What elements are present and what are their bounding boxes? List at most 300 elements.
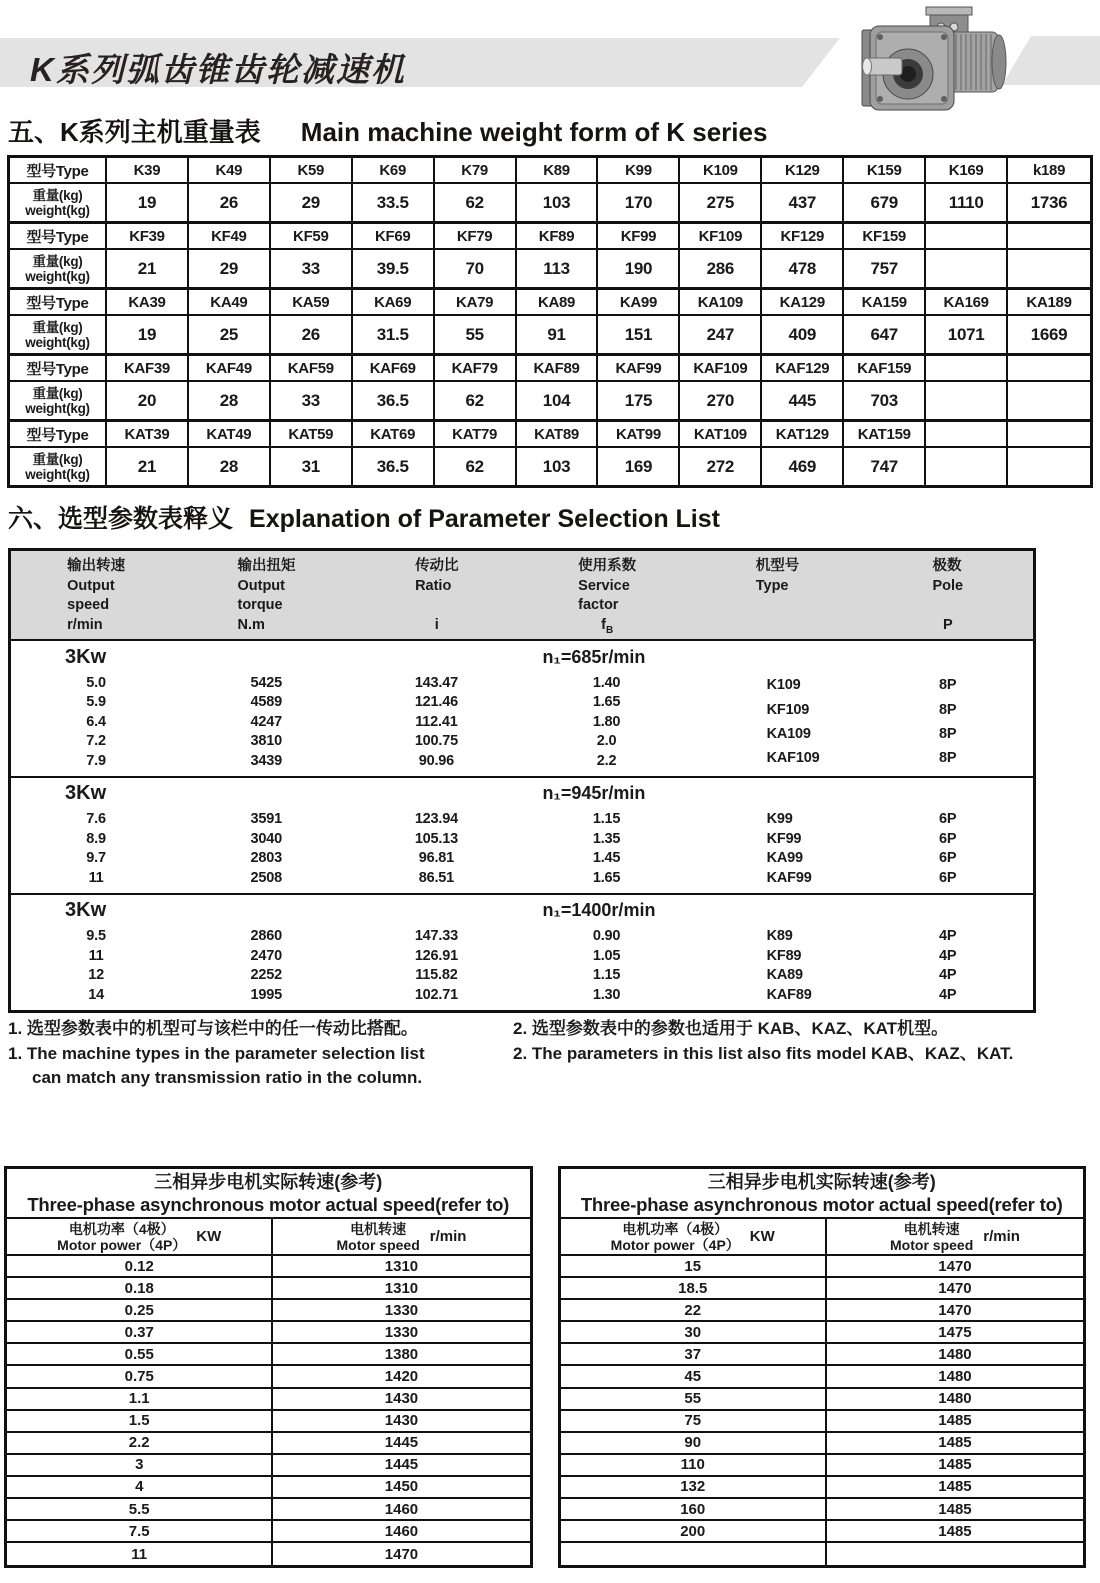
pole-cell: 4P (938, 947, 957, 964)
motor-power-cell: 132 (561, 1477, 827, 1497)
motor-power-cell: 110 (561, 1455, 827, 1475)
model-row (10, 356, 1090, 382)
model-row-header: 型号Type (10, 224, 107, 248)
motor-power-header-en: Motor power（4P） (610, 1236, 740, 1253)
motor-speed-cell: 1470 (938, 1257, 972, 1275)
weight-cell: 29 (271, 184, 353, 221)
pole-cell: 4P (938, 986, 957, 1003)
model-cell: KF129 (762, 224, 844, 248)
service-factor-cell: 1.80 (592, 713, 621, 730)
parameter-row (11, 927, 692, 947)
header-line-en1: Service (578, 577, 630, 594)
weight-cell: 275 (680, 184, 762, 221)
weight-row-header-zh: 重量(kg) (32, 319, 83, 335)
motor-speed-table (558, 1166, 1087, 1568)
output-speed-cell: 8.9 (86, 830, 106, 847)
section-weight-title (8, 112, 767, 149)
output-torque-cell: 2508 (250, 869, 282, 886)
model-cell: KAF129 (762, 356, 844, 380)
motor-speed-cell: 1485 (938, 1434, 972, 1452)
parameter-table-groups (11, 641, 1033, 1010)
motor-speed-header (827, 1219, 1083, 1254)
parameter-row (11, 868, 692, 888)
weight-row-header-zh: 重量(kg) (32, 187, 83, 203)
motor-table-title-zh: 三相异步电机实际转速(参考) (707, 1172, 936, 1192)
model-cell: K59 (271, 158, 353, 182)
parameter-row (11, 966, 692, 986)
pole-cell: 8P (938, 701, 957, 718)
motor-power-cell: 11 (7, 1543, 273, 1565)
model-cell: KAT79 (435, 422, 517, 446)
model-cell: KA159 (844, 290, 926, 314)
parameter-group-values (11, 927, 692, 1005)
weight-cell: 36.5 (353, 448, 435, 485)
model-cell (1008, 224, 1090, 248)
motor-speed-cell: 1310 (384, 1279, 419, 1297)
output-torque-cell: 2470 (250, 947, 282, 964)
ratio-cell: 143.47 (414, 674, 458, 691)
output-speed-cell: 12 (88, 967, 104, 984)
weight-cell: 478 (762, 250, 844, 287)
model-cell: KA189 (1026, 293, 1072, 311)
type-model-cell: KAF89 (766, 986, 812, 1003)
weight-cell (1008, 382, 1090, 419)
model-cell: KA49 (189, 290, 271, 314)
type-model-cell: K89 (766, 928, 793, 945)
motor-power-cell: 3 (7, 1455, 273, 1475)
weight-cell: 19 (107, 184, 189, 221)
motor-table-row (561, 1455, 1084, 1477)
parameter-row (11, 849, 692, 869)
motor-speed-cell: 1485 (938, 1412, 972, 1430)
weight-cell: 1071 (926, 316, 1008, 353)
group-power: 3Kw (65, 645, 107, 668)
model-row (10, 290, 1090, 316)
pole-cell: 6P (938, 830, 957, 847)
weight-cell (926, 382, 1008, 419)
type-model-cell: K99 (766, 811, 793, 828)
motor-power-cell: 0.37 (7, 1322, 273, 1342)
model-cell: KA89 (517, 290, 599, 314)
model-cell: KAF99 (598, 356, 680, 380)
weight-cell: 286 (680, 250, 762, 287)
header-line-en2 (756, 596, 800, 616)
model-cell (926, 422, 1008, 446)
header-unit (756, 616, 800, 636)
weight-row-header-zh: 重量(kg) (32, 385, 83, 401)
parameter-table-header (11, 551, 1033, 641)
ratio-cell: 105.13 (414, 830, 458, 847)
section-param-title (8, 499, 720, 535)
weight-cell: 21 (107, 448, 189, 485)
weight-cell: 91 (517, 316, 599, 353)
weight-cell: 247 (680, 316, 762, 353)
output-torque-cell: 4589 (250, 694, 282, 711)
parameter-header-cell (522, 551, 692, 639)
motor-table-row (7, 1455, 530, 1477)
weight-cell: 272 (680, 448, 762, 485)
group-power: 3Kw (65, 782, 107, 804)
service-factor-cell: 1.15 (592, 967, 621, 984)
motor-table-row (7, 1543, 530, 1565)
type-row (692, 966, 1033, 986)
ratio-cell: 121.46 (414, 694, 458, 711)
weight-cell: 747 (844, 448, 926, 485)
motor-speed-cell: 1485 (938, 1456, 972, 1474)
model-cell: KAF59 (271, 356, 353, 380)
model-cell: KF69 (353, 224, 435, 248)
motor-power-cell: 30 (561, 1322, 827, 1342)
header-unit (67, 616, 125, 636)
group-input-speed: n₁=945r/min (542, 783, 646, 803)
model-cell: KAF159 (844, 356, 926, 380)
service-factor-cell: 0.90 (592, 928, 621, 945)
type-row (692, 868, 1033, 888)
parameter-group-body (11, 810, 1033, 893)
motor-table-body (7, 1256, 530, 1565)
model-cell: KAF89 (517, 356, 599, 380)
motor-table-row (7, 1322, 530, 1344)
weight-cell: 19 (107, 316, 189, 353)
parameter-header-cell (11, 551, 181, 639)
ratio-cell: 147.33 (414, 928, 458, 945)
header-line-zh: 输出转速 (67, 558, 126, 574)
pole-cell: 6P (938, 850, 957, 867)
parameter-group-body (11, 927, 1033, 1010)
motor-speed-unit: r/min (429, 1228, 467, 1245)
service-factor-cell: 1.15 (592, 811, 621, 828)
motor-speed-header-en: Motor speed (336, 1236, 420, 1253)
model-cell: KAT129 (762, 422, 844, 446)
model-cell: KF159 (844, 224, 926, 248)
header-line-zh: 机型号 (755, 558, 800, 574)
parameter-group-types (692, 673, 1033, 771)
header-line-en1: Pole (932, 577, 964, 594)
model-cell: KA129 (762, 290, 844, 314)
output-torque-cell: 5425 (250, 674, 282, 691)
motor-table-title (561, 1169, 1084, 1219)
model-cell (1008, 356, 1090, 380)
model-cell (1008, 422, 1090, 446)
motor-table-row (561, 1543, 1084, 1565)
weight-cell: 33 (271, 382, 353, 419)
header-unit (933, 616, 964, 636)
type-row (692, 829, 1033, 849)
motor-table-title-zh: 三相异步电机实际转速(参考) (154, 1172, 383, 1192)
model-cell: KAF69 (353, 356, 435, 380)
motor-speed-cell: 1480 (938, 1390, 972, 1408)
output-speed-cell: 11 (88, 947, 104, 964)
parameter-group-types (692, 810, 1033, 888)
parameter-row (11, 810, 692, 830)
motor-speed-cell: 1485 (938, 1522, 972, 1540)
parameter-header-cell (863, 551, 1033, 639)
model-cell (926, 224, 1008, 248)
output-speed-cell: 11 (88, 869, 104, 886)
model-cell: KF89 (517, 224, 599, 248)
motor-table-row (7, 1366, 530, 1388)
model-cell: k189 (1032, 161, 1066, 179)
weight-row-header-en: weight(kg) (25, 466, 90, 482)
parameter-group (11, 893, 1033, 1010)
weight-cell: 437 (762, 184, 844, 221)
motor-table-row (7, 1433, 530, 1455)
weight-row-header-en: weight(kg) (25, 202, 90, 218)
model-cell: KA169 (926, 290, 1008, 314)
motor-power-cell: 18.5 (561, 1278, 827, 1298)
model-cell: K89 (517, 158, 599, 182)
weight-cell (926, 250, 1008, 287)
motor-speed-cell: 1475 (938, 1323, 972, 1341)
motor-speed-cell: 1310 (384, 1257, 419, 1275)
motor-speed-cell: 1330 (384, 1323, 419, 1341)
motor-speed-cell: 1330 (384, 1301, 419, 1319)
model-cell: KAT109 (680, 422, 762, 446)
group-input-speed: n₁=685r/min (542, 646, 646, 667)
output-torque-cell: 3439 (250, 752, 282, 769)
motor-table-row (561, 1300, 1084, 1322)
weight-cell: 1669 (1030, 324, 1068, 344)
parameter-group-title (11, 895, 1033, 927)
motor-power-unit: KW (196, 1228, 222, 1245)
motor-power-cell (561, 1543, 827, 1565)
service-factor-cell: 1.40 (592, 674, 621, 691)
motor-power-cell: 90 (561, 1433, 827, 1453)
weight-cell: 31.5 (353, 316, 435, 353)
model-cell: K109 (680, 158, 762, 182)
section-weight-title-en: Main machine weight form of K series (300, 117, 768, 147)
motor-power-cell: 0.75 (7, 1366, 273, 1386)
gear-reducer-image (844, 6, 1016, 118)
pole-cell: 6P (938, 811, 957, 828)
motor-power-cell: 1.1 (7, 1389, 273, 1409)
model-row (10, 158, 1090, 184)
header-line-en1: Output (67, 577, 115, 594)
parameter-row (11, 732, 692, 752)
weight-cell: 270 (680, 382, 762, 419)
parameter-group-types (692, 927, 1033, 1005)
motor-speed-header-zh: 电机转速 (350, 1220, 407, 1237)
type-model-cell: KA99 (766, 850, 803, 867)
weight-row-header-zh: 重量(kg) (32, 253, 83, 269)
motor-table-title (7, 1169, 530, 1219)
model-cell: K129 (762, 158, 844, 182)
model-cell: KA59 (271, 290, 353, 314)
motor-speed-unit: r/min (983, 1228, 1020, 1245)
pole-cell: 6P (938, 869, 957, 886)
weight-row-header (10, 316, 107, 353)
motor-power-cell: 37 (561, 1344, 827, 1364)
model-cell: KF79 (435, 224, 517, 248)
weight-cell: 1736 (1030, 192, 1068, 212)
motor-speed-cell: 1485 (938, 1478, 972, 1496)
motor-speed-cell: 1480 (938, 1345, 972, 1363)
type-row (692, 985, 1033, 1005)
motor-power-cell: 75 (561, 1411, 827, 1431)
header-unit-base: f (601, 616, 606, 633)
weight-cell: 29 (189, 250, 271, 287)
type-model-cell: KF89 (766, 947, 802, 964)
motor-speed-cell: 1430 (384, 1390, 419, 1408)
motor-power-cell: 0.55 (7, 1344, 273, 1364)
output-speed-cell: 6.4 (86, 713, 106, 730)
weight-cell: 170 (598, 184, 680, 221)
header-unit-base: i (434, 616, 439, 633)
parameter-row (11, 829, 692, 849)
motor-power-header-en: Motor power（4P） (57, 1236, 187, 1253)
motor-speed-cell: 1480 (938, 1368, 972, 1386)
weight-row-header (10, 250, 107, 287)
weight-table-row-pair (10, 287, 1090, 353)
weight-cell: 62 (435, 448, 517, 485)
header-unit-base: P (942, 616, 953, 633)
type-row (692, 927, 1033, 947)
parameter-row (11, 985, 692, 1005)
ratio-cell: 100.75 (414, 733, 458, 750)
type-row (692, 697, 1033, 721)
motor-table-row (7, 1256, 530, 1278)
motor-power-cell: 2.2 (7, 1433, 273, 1453)
header-unit (415, 616, 459, 636)
weight-cell: 26 (189, 184, 271, 221)
header-line-en2: speed (67, 597, 110, 613)
output-torque-cell: 3591 (250, 811, 282, 828)
weight-cell: 1110 (926, 184, 1008, 221)
weight-cell (1008, 250, 1090, 287)
weight-cell: 190 (598, 250, 680, 287)
output-speed-cell: 7.9 (86, 752, 106, 769)
weight-table-row-pair (10, 419, 1090, 485)
weight-cell: 409 (762, 316, 844, 353)
type-model-cell: KAF99 (766, 869, 812, 886)
model-cell: K159 (844, 158, 926, 182)
header-line-en1: Type (755, 577, 789, 594)
motor-table-row (561, 1521, 1084, 1543)
weight-cell: 31 (271, 448, 353, 485)
parameter-row (11, 712, 692, 732)
model-cell: KAF39 (107, 356, 189, 380)
service-factor-cell: 1.05 (592, 947, 621, 964)
service-factor-cell: 2.0 (596, 733, 617, 750)
model-cell: KAF79 (435, 356, 517, 380)
model-cell: KA39 (107, 290, 189, 314)
model-cell (926, 356, 1008, 380)
weight-cell: 28 (189, 382, 271, 419)
section-weight-title-zh: 五、K系列主机重量表 (8, 117, 261, 147)
weight-cell: 62 (435, 382, 517, 419)
motor-power-cell: 55 (561, 1389, 827, 1409)
motor-power-cell: 0.12 (7, 1256, 273, 1276)
output-speed-cell: 5.9 (86, 694, 106, 711)
motor-table-header (561, 1219, 1084, 1256)
motor-power-cell: 7.5 (7, 1521, 273, 1541)
motor-power-header-zh: 电机功率（4极） (68, 1220, 175, 1237)
note-1-en-line1: 1. The machine types in the parameter selection list (8, 1044, 425, 1063)
page-title: K系列弧齿锥齿轮减速机 (30, 51, 406, 88)
weight-cell: 62 (435, 184, 517, 221)
ratio-cell: 115.82 (415, 967, 458, 984)
motor-power-cell: 15 (561, 1256, 827, 1276)
output-speed-cell: 7.6 (86, 811, 106, 828)
pole-cell: 4P (938, 928, 957, 945)
weight-row-header (10, 382, 107, 419)
ratio-cell: 86.51 (418, 869, 455, 886)
motor-power-cell: 0.18 (7, 1278, 273, 1298)
motor-table-row (7, 1300, 530, 1322)
weight-row-header-zh: 重量(kg) (32, 451, 83, 467)
model-row-header: 型号Type (10, 422, 107, 446)
type-row (692, 722, 1033, 746)
model-row-header: 型号Type (10, 158, 107, 182)
parameter-group-title (11, 778, 1033, 810)
model-cell: K169 (926, 158, 1008, 182)
weight-cell: 26 (271, 316, 353, 353)
header-line-zh: 传动比 (415, 558, 459, 574)
type-row (692, 746, 1033, 770)
type-model-cell: KF109 (766, 701, 810, 718)
parameter-header-cell (692, 551, 862, 639)
section-param-title-zh: 六、选型参数表释义 (8, 505, 234, 533)
weight-cell: 21 (107, 250, 189, 287)
pole-cell: 8P (938, 677, 957, 694)
group-power: 3Kw (65, 899, 107, 921)
type-row (692, 810, 1033, 830)
motor-table-title-en: Three-phase asynchronous motor actual speed(refer to) (580, 1194, 1063, 1215)
model-cell: KAT39 (107, 422, 189, 446)
weight-cell: 757 (844, 250, 926, 287)
motor-table-row (561, 1344, 1084, 1366)
motor-table-row (561, 1477, 1084, 1499)
ratio-cell: 96.81 (418, 850, 455, 867)
weight-cell: 445 (762, 382, 844, 419)
weight-row-header-en: weight(kg) (25, 400, 90, 416)
pole-cell: 8P (938, 750, 957, 767)
weight-cell: 169 (598, 448, 680, 485)
header-line-en2: torque (237, 597, 283, 613)
motor-speed-cell (827, 1543, 1083, 1565)
service-factor-cell: 1.30 (592, 986, 621, 1003)
motor-table-title-en: Three-phase asynchronous motor actual speed(refer to) (27, 1194, 510, 1215)
model-row (10, 422, 1090, 448)
header-unit-base: r/min (67, 616, 103, 633)
weight-cell: 39.5 (353, 250, 435, 287)
header-line-zh: 极数 (932, 558, 962, 574)
motor-table-row (561, 1322, 1084, 1344)
weight-cell (926, 448, 1008, 485)
parameter-group (11, 776, 1033, 893)
weight-table-row-pair (10, 221, 1090, 287)
type-row (692, 849, 1033, 869)
type-model-cell: KA89 (766, 967, 803, 984)
type-row (692, 946, 1033, 966)
output-speed-cell: 9.5 (86, 928, 106, 945)
output-torque-cell: 2860 (250, 928, 282, 945)
weight-cell: 28 (189, 448, 271, 485)
section-param-title-en: Explanation of Parameter Selection List (249, 505, 720, 533)
weight-cell: 20 (107, 382, 189, 419)
motor-table-row (7, 1278, 530, 1300)
type-model-cell: KA109 (766, 725, 811, 742)
ratio-cell: 102.71 (414, 986, 458, 1003)
ratio-cell: 126.91 (414, 947, 458, 964)
group-input-speed: n₁=1400r/min (542, 900, 656, 920)
motor-table-row (7, 1344, 530, 1366)
weight-row-header (10, 448, 107, 485)
motor-speed-cell: 1445 (384, 1456, 419, 1474)
header-unit-sub: B (605, 624, 614, 636)
model-cell: KAF49 (189, 356, 271, 380)
ratio-cell: 90.96 (418, 752, 455, 769)
